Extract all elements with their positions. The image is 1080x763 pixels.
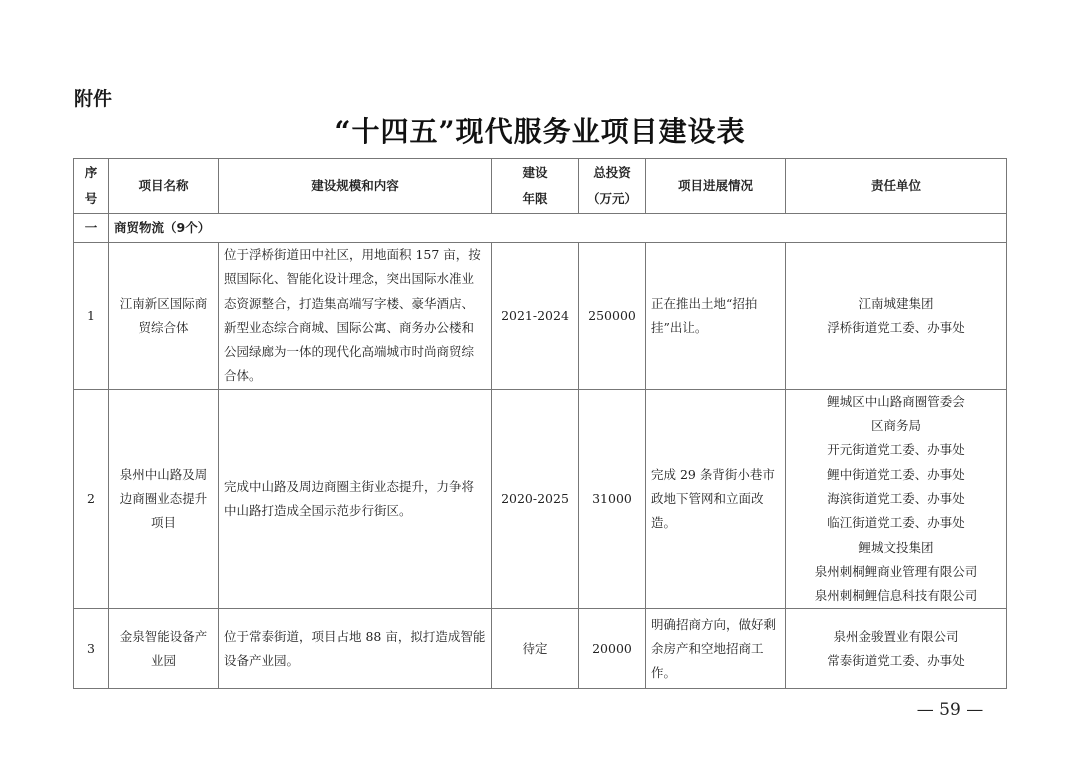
row-name: 江南新区国际商贸综合体 [109, 243, 219, 390]
row-name: 泉州中山路及周边商圈业态提升项目 [109, 389, 219, 609]
table-row [74, 389, 1007, 609]
header-period: 建设 年限 [492, 159, 579, 214]
header-content: 建设规模和内容 [219, 159, 492, 214]
row-progress: 明确招商方向，做好剩余房产和空地招商工作。 [646, 609, 786, 689]
row-period: 待定 [492, 609, 579, 689]
table-row [74, 609, 1007, 689]
row-period: 2021-2024 [492, 243, 579, 390]
row-responsible: 泉州金骏置业有限公司 常泰街道党工委、办事处 [786, 609, 1007, 689]
row-period: 2020-2025 [492, 389, 579, 609]
category-row [74, 214, 1007, 243]
page-number: — 59 — [916, 700, 984, 720]
row-seq: 2 [74, 389, 109, 609]
header-name: 项目名称 [109, 159, 219, 214]
row-investment: 250000 [579, 243, 646, 390]
row-progress: 完成 29 条背街小巷市政地下管网和立面改造。 [646, 389, 786, 609]
table-row [74, 243, 1007, 390]
header-investment: 总投资 （万元） [579, 159, 646, 214]
row-seq: 1 [74, 243, 109, 390]
category-seq: 一 [74, 214, 109, 243]
row-responsible: 鲤城区中山路商圈管委会 区商务局 开元街道党工委、办事处 鲤中街道党工委、办事处 海滨街道党工委、办事处 临江街道党工委、办事处 鲤城文投集团 泉州刺桐鲤商业管理有限公司 泉州刺桐鲤信息科技有限公司 [786, 389, 1007, 609]
table-header-row [74, 159, 1007, 214]
row-content: 位于常泰街道，项目占地 88 亩，拟打造成智能设备产业园。 [219, 609, 492, 689]
category-label: 商贸物流（9个） [109, 214, 1007, 243]
row-progress: 正在推出土地“招拍挂”出让。 [646, 243, 786, 390]
row-name: 金泉智能设备产业园 [109, 609, 219, 689]
row-responsible: 江南城建集团 浮桥街道党工委、办事处 [786, 243, 1007, 390]
attachment-label: 附件 [74, 88, 113, 110]
row-investment: 20000 [579, 609, 646, 689]
header-responsible: 责任单位 [786, 159, 1007, 214]
header-progress: 项目进展情况 [646, 159, 786, 214]
row-seq: 3 [74, 609, 109, 689]
row-content: 位于浮桥街道田中社区，用地面积 157 亩，按照国际化、智能化设计理念，突出国际水准业态资源整合，打造集高端写字楼、豪华酒店、新型业态综合商城、国际公寓、商务办公楼和公园绿廊为一体的现代化高端城市时尚商贸综合体。 [219, 243, 492, 390]
row-content: 完成中山路及周边商圈主街业态提升，力争将中山路打造成全国示范步行街区。 [219, 389, 492, 609]
document-title: “十四五”现代服务业项目建设表 [334, 115, 746, 148]
header-seq: 序 号 [74, 159, 109, 214]
project-table [73, 158, 1007, 689]
row-investment: 31000 [579, 389, 646, 609]
